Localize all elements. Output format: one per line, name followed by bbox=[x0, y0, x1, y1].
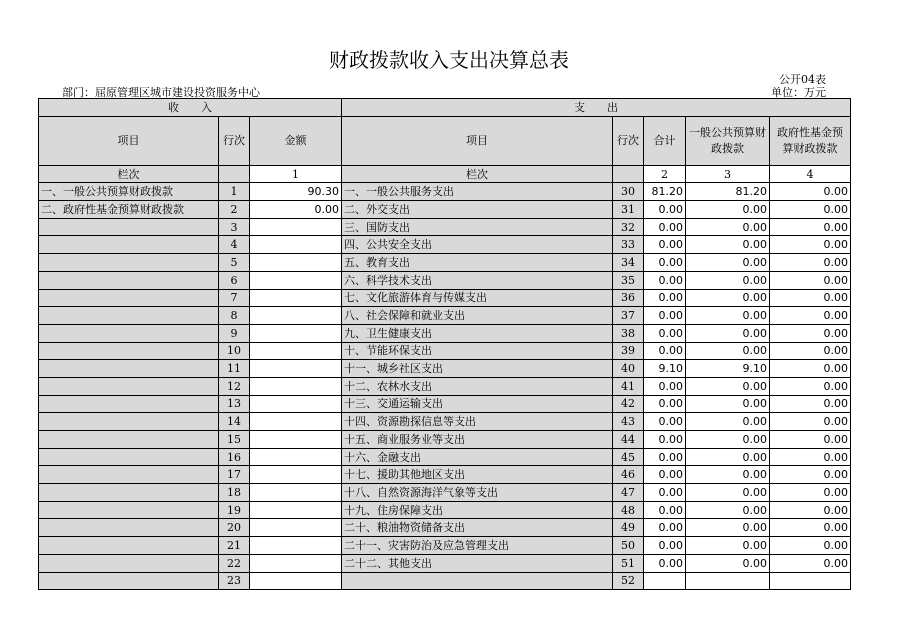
expense-line-number: 49 bbox=[613, 519, 644, 537]
income-item-name bbox=[39, 448, 219, 466]
income-item-name: 一、一般公共预算财政拨款 bbox=[39, 183, 219, 201]
expense-fund-budget: 0.00 bbox=[770, 289, 851, 307]
table-row bbox=[39, 289, 851, 307]
income-section-header: 收 入 bbox=[39, 99, 342, 117]
expense-item-name: 十八、自然资源海洋气象等支出 bbox=[342, 484, 613, 502]
expense-general-budget: 0.00 bbox=[686, 307, 770, 325]
expense-general-budget bbox=[686, 572, 770, 590]
expense-total: 81.20 bbox=[644, 183, 686, 201]
expense-fund-budget: 0.00 bbox=[770, 324, 851, 342]
income-item-name bbox=[39, 360, 219, 378]
expense-line-number: 44 bbox=[613, 431, 644, 449]
income-amount bbox=[250, 307, 342, 325]
income-amount bbox=[250, 236, 342, 254]
expense-fund-budget: 0.00 bbox=[770, 342, 851, 360]
expense-line-number: 42 bbox=[613, 395, 644, 413]
header-income-amount: 金额 bbox=[250, 116, 342, 165]
expense-total: 0.00 bbox=[644, 289, 686, 307]
income-amount bbox=[250, 554, 342, 572]
expense-fund-budget: 0.00 bbox=[770, 236, 851, 254]
income-item-name bbox=[39, 537, 219, 555]
expense-fund-budget: 0.00 bbox=[770, 537, 851, 555]
income-amount bbox=[250, 466, 342, 484]
page-title: 财政拨款收入支出决算总表 bbox=[329, 48, 569, 72]
income-item-name bbox=[39, 342, 219, 360]
income-amount bbox=[250, 324, 342, 342]
col-index-3: 3 bbox=[686, 165, 770, 183]
table-row bbox=[39, 395, 851, 413]
expense-general-budget: 9.10 bbox=[686, 360, 770, 378]
income-amount bbox=[250, 519, 342, 537]
table-row bbox=[39, 537, 851, 555]
table-row bbox=[39, 360, 851, 378]
col-index-1: 1 bbox=[250, 165, 342, 183]
expense-item-name: 十五、商业服务业等支出 bbox=[342, 431, 613, 449]
expense-fund-budget: 0.00 bbox=[770, 254, 851, 272]
expense-item-name: 八、社会保障和就业支出 bbox=[342, 307, 613, 325]
expense-line-number: 41 bbox=[613, 377, 644, 395]
column-index-row bbox=[39, 165, 851, 183]
expense-fund-budget: 0.00 bbox=[770, 448, 851, 466]
income-line-number: 3 bbox=[219, 218, 250, 236]
header-income-item: 项目 bbox=[39, 116, 219, 165]
table-row bbox=[39, 271, 851, 289]
expense-item-name: 二、外交支出 bbox=[342, 201, 613, 219]
expense-fund-budget: 0.00 bbox=[770, 183, 851, 201]
expense-total: 0.00 bbox=[644, 537, 686, 555]
income-item-name bbox=[39, 236, 219, 254]
expense-item-name: 十二、农林水支出 bbox=[342, 377, 613, 395]
expense-item-name: 十、节能环保支出 bbox=[342, 342, 613, 360]
income-amount bbox=[250, 342, 342, 360]
expense-item-name: 三、国防支出 bbox=[342, 218, 613, 236]
income-amount bbox=[250, 271, 342, 289]
expense-item-name: 一、一般公共服务支出 bbox=[342, 183, 613, 201]
expense-total: 9.10 bbox=[644, 360, 686, 378]
expense-item-name: 十七、援助其他地区支出 bbox=[342, 466, 613, 484]
expense-fund-budget: 0.00 bbox=[770, 501, 851, 519]
income-line-number: 6 bbox=[219, 271, 250, 289]
income-item-name bbox=[39, 431, 219, 449]
expense-general-budget: 81.20 bbox=[686, 183, 770, 201]
income-item-name bbox=[39, 413, 219, 431]
income-item-name bbox=[39, 484, 219, 502]
income-amount bbox=[250, 484, 342, 502]
expense-fund-budget: 0.00 bbox=[770, 360, 851, 378]
income-line-number: 2 bbox=[219, 201, 250, 219]
income-line-number: 15 bbox=[219, 431, 250, 449]
expense-line-number: 47 bbox=[613, 484, 644, 502]
income-line-number: 1 bbox=[219, 183, 250, 201]
expense-general-budget: 0.00 bbox=[686, 236, 770, 254]
expense-general-budget: 0.00 bbox=[686, 501, 770, 519]
table-row bbox=[39, 501, 851, 519]
expense-line-number: 33 bbox=[613, 236, 644, 254]
expense-general-budget: 0.00 bbox=[686, 554, 770, 572]
expense-line-number: 52 bbox=[613, 572, 644, 590]
expense-line-number: 48 bbox=[613, 501, 644, 519]
income-line-number: 20 bbox=[219, 519, 250, 537]
expense-line-number: 45 bbox=[613, 448, 644, 466]
expense-fund-budget: 0.00 bbox=[770, 271, 851, 289]
income-amount bbox=[250, 448, 342, 466]
expense-total: 0.00 bbox=[644, 254, 686, 272]
expense-fund-budget: 0.00 bbox=[770, 201, 851, 219]
income-line-number: 19 bbox=[219, 501, 250, 519]
expense-fund-budget: 0.00 bbox=[770, 519, 851, 537]
income-line-number: 22 bbox=[219, 554, 250, 572]
expense-general-budget: 0.00 bbox=[686, 289, 770, 307]
expense-total: 0.00 bbox=[644, 201, 686, 219]
income-line-number: 7 bbox=[219, 289, 250, 307]
header-fund-budget: 政府性基金预算财政拨款 bbox=[770, 116, 851, 165]
expense-total: 0.00 bbox=[644, 324, 686, 342]
income-line-number: 16 bbox=[219, 448, 250, 466]
header-general-budget: 一般公共预算财政拨款 bbox=[686, 116, 770, 165]
col-index-empty-2 bbox=[613, 165, 644, 183]
expense-item-name: 四、公共安全支出 bbox=[342, 236, 613, 254]
expense-fund-budget: 0.00 bbox=[770, 431, 851, 449]
expense-total: 0.00 bbox=[644, 501, 686, 519]
income-item-name bbox=[39, 289, 219, 307]
expense-general-budget: 0.00 bbox=[686, 377, 770, 395]
table-row bbox=[39, 484, 851, 502]
expense-item-name: 十三、交通运输支出 bbox=[342, 395, 613, 413]
income-amount bbox=[250, 501, 342, 519]
income-amount bbox=[250, 360, 342, 378]
income-item-name bbox=[39, 466, 219, 484]
section-header-row bbox=[39, 99, 851, 117]
expense-general-budget: 0.00 bbox=[686, 537, 770, 555]
expense-fund-budget: 0.00 bbox=[770, 395, 851, 413]
column-header-row bbox=[39, 116, 851, 165]
income-line-number: 23 bbox=[219, 572, 250, 590]
expense-line-number: 30 bbox=[613, 183, 644, 201]
expense-total: 0.00 bbox=[644, 236, 686, 254]
expense-general-budget: 0.00 bbox=[686, 448, 770, 466]
expense-item-name: 十四、资源勘探信息等支出 bbox=[342, 413, 613, 431]
table-row bbox=[39, 218, 851, 236]
expense-item-name bbox=[342, 572, 613, 590]
income-amount bbox=[250, 377, 342, 395]
expense-line-number: 39 bbox=[613, 342, 644, 360]
expense-item-name: 十九、住房保障支出 bbox=[342, 501, 613, 519]
expense-line-number: 35 bbox=[613, 271, 644, 289]
expense-total: 0.00 bbox=[644, 307, 686, 325]
col-index-2: 2 bbox=[644, 165, 686, 183]
income-line-number: 5 bbox=[219, 254, 250, 272]
form-number: 公开04表 bbox=[779, 73, 826, 86]
table-row bbox=[39, 466, 851, 484]
income-line-number: 13 bbox=[219, 395, 250, 413]
expense-item-name: 五、教育支出 bbox=[342, 254, 613, 272]
table-row bbox=[39, 572, 851, 590]
expense-line-number: 46 bbox=[613, 466, 644, 484]
expense-item-name: 二十一、灾害防治及应急管理支出 bbox=[342, 537, 613, 555]
income-item-name bbox=[39, 554, 219, 572]
expense-general-budget: 0.00 bbox=[686, 201, 770, 219]
expense-general-budget: 0.00 bbox=[686, 413, 770, 431]
expense-total: 0.00 bbox=[644, 377, 686, 395]
income-item-name: 二、政府性基金预算财政拨款 bbox=[39, 201, 219, 219]
expense-fund-budget: 0.00 bbox=[770, 307, 851, 325]
header-income-line: 行次 bbox=[219, 116, 250, 165]
income-item-name bbox=[39, 377, 219, 395]
income-amount bbox=[250, 218, 342, 236]
table-row bbox=[39, 519, 851, 537]
income-line-number: 9 bbox=[219, 324, 250, 342]
expense-fund-budget: 0.00 bbox=[770, 484, 851, 502]
expense-total: 0.00 bbox=[644, 448, 686, 466]
header-total: 合计 bbox=[644, 116, 686, 165]
income-line-number: 17 bbox=[219, 466, 250, 484]
income-item-name bbox=[39, 395, 219, 413]
expense-item-name: 七、文化旅游体育与传媒支出 bbox=[342, 289, 613, 307]
income-item-name bbox=[39, 271, 219, 289]
income-amount bbox=[250, 572, 342, 590]
col-index-empty bbox=[219, 165, 250, 183]
income-amount bbox=[250, 395, 342, 413]
expense-general-budget: 0.00 bbox=[686, 324, 770, 342]
expense-general-budget: 0.00 bbox=[686, 395, 770, 413]
unit-label: 单位：万元 bbox=[771, 86, 826, 99]
expense-line-number: 50 bbox=[613, 537, 644, 555]
table-row bbox=[39, 236, 851, 254]
expense-general-budget: 0.00 bbox=[686, 342, 770, 360]
income-amount bbox=[250, 289, 342, 307]
expense-line-number: 34 bbox=[613, 254, 644, 272]
expense-line-number: 31 bbox=[613, 201, 644, 219]
expense-total: 0.00 bbox=[644, 271, 686, 289]
income-line-number: 8 bbox=[219, 307, 250, 325]
table-row bbox=[39, 183, 851, 201]
income-amount: 0.00 bbox=[250, 201, 342, 219]
table-row bbox=[39, 448, 851, 466]
expense-fund-budget: 0.00 bbox=[770, 554, 851, 572]
department-label: 部门：屈原管理区城市建设投资服务中心 bbox=[62, 86, 260, 99]
expense-item-name: 二十二、其他支出 bbox=[342, 554, 613, 572]
expense-item-name: 十一、城乡社区支出 bbox=[342, 360, 613, 378]
expense-general-budget: 0.00 bbox=[686, 484, 770, 502]
income-line-number: 18 bbox=[219, 484, 250, 502]
table-row bbox=[39, 307, 851, 325]
expense-total: 0.00 bbox=[644, 466, 686, 484]
expense-item-name: 九、卫生健康支出 bbox=[342, 324, 613, 342]
income-line-number: 11 bbox=[219, 360, 250, 378]
table-row bbox=[39, 431, 851, 449]
col-index-4: 4 bbox=[770, 165, 851, 183]
expense-total: 0.00 bbox=[644, 342, 686, 360]
header-expense-line: 行次 bbox=[613, 116, 644, 165]
income-item-name bbox=[39, 307, 219, 325]
expense-fund-budget: 0.00 bbox=[770, 218, 851, 236]
expense-line-number: 32 bbox=[613, 218, 644, 236]
expense-total: 0.00 bbox=[644, 431, 686, 449]
income-amount: 90.30 bbox=[250, 183, 342, 201]
expense-item-name: 十六、金融支出 bbox=[342, 448, 613, 466]
income-item-name bbox=[39, 519, 219, 537]
income-item-name bbox=[39, 501, 219, 519]
income-line-number: 4 bbox=[219, 236, 250, 254]
expense-line-number: 43 bbox=[613, 413, 644, 431]
expense-general-budget: 0.00 bbox=[686, 519, 770, 537]
income-item-name bbox=[39, 324, 219, 342]
income-amount bbox=[250, 254, 342, 272]
income-item-name bbox=[39, 572, 219, 590]
income-item-name bbox=[39, 254, 219, 272]
table-row bbox=[39, 377, 851, 395]
expense-line-number: 51 bbox=[613, 554, 644, 572]
expense-line-number: 38 bbox=[613, 324, 644, 342]
expense-section-header: 支 出 bbox=[342, 99, 851, 117]
expense-total: 0.00 bbox=[644, 484, 686, 502]
expense-total: 0.00 bbox=[644, 395, 686, 413]
income-line-number: 14 bbox=[219, 413, 250, 431]
budget-table bbox=[38, 98, 851, 590]
expense-item-name: 二十、粮油物资储备支出 bbox=[342, 519, 613, 537]
expense-total bbox=[644, 572, 686, 590]
expense-general-budget: 0.00 bbox=[686, 466, 770, 484]
table-row bbox=[39, 254, 851, 272]
col-index-label: 栏次 bbox=[39, 165, 219, 183]
table-row bbox=[39, 413, 851, 431]
expense-total: 0.00 bbox=[644, 554, 686, 572]
col-index-label-2: 栏次 bbox=[342, 165, 613, 183]
income-line-number: 21 bbox=[219, 537, 250, 555]
expense-total: 0.00 bbox=[644, 218, 686, 236]
expense-general-budget: 0.00 bbox=[686, 254, 770, 272]
income-amount bbox=[250, 537, 342, 555]
expense-fund-budget: 0.00 bbox=[770, 413, 851, 431]
income-item-name bbox=[39, 218, 219, 236]
expense-item-name: 六、科学技术支出 bbox=[342, 271, 613, 289]
expense-fund-budget: 0.00 bbox=[770, 466, 851, 484]
expense-general-budget: 0.00 bbox=[686, 218, 770, 236]
expense-line-number: 37 bbox=[613, 307, 644, 325]
expense-total: 0.00 bbox=[644, 413, 686, 431]
expense-general-budget: 0.00 bbox=[686, 271, 770, 289]
income-line-number: 12 bbox=[219, 377, 250, 395]
expense-general-budget: 0.00 bbox=[686, 431, 770, 449]
expense-line-number: 40 bbox=[613, 360, 644, 378]
expense-line-number: 36 bbox=[613, 289, 644, 307]
income-amount bbox=[250, 431, 342, 449]
table-row bbox=[39, 201, 851, 219]
table-row bbox=[39, 324, 851, 342]
income-line-number: 10 bbox=[219, 342, 250, 360]
expense-total: 0.00 bbox=[644, 519, 686, 537]
income-amount bbox=[250, 413, 342, 431]
table-row bbox=[39, 554, 851, 572]
header-expense-item: 项目 bbox=[342, 116, 613, 165]
table-row bbox=[39, 342, 851, 360]
expense-fund-budget bbox=[770, 572, 851, 590]
expense-fund-budget: 0.00 bbox=[770, 377, 851, 395]
